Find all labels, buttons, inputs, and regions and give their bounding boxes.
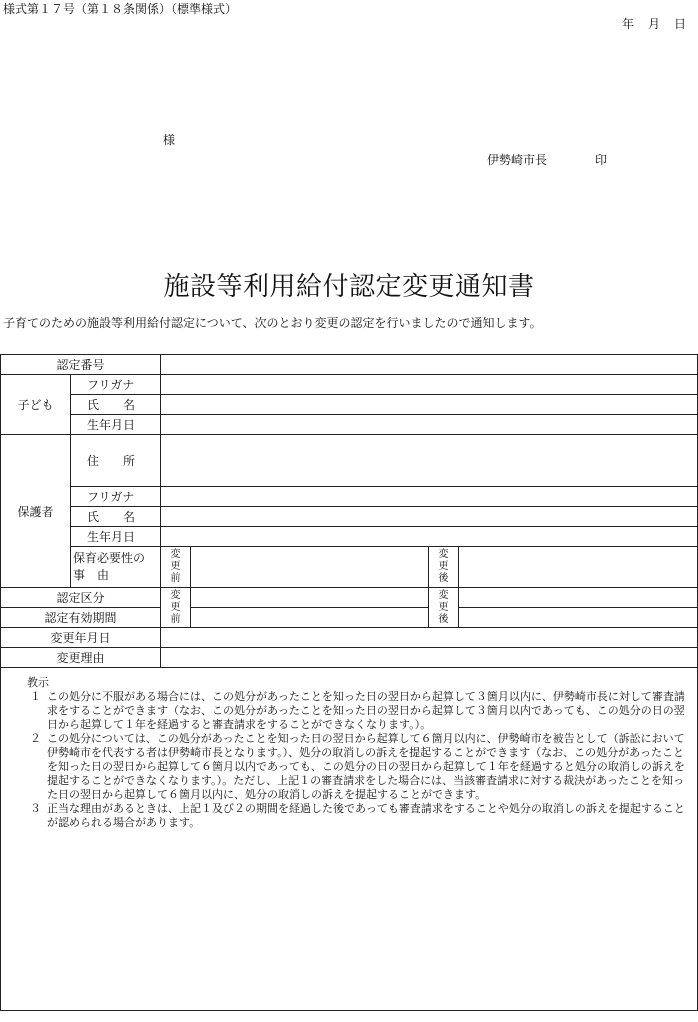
reason-after-label [429, 547, 459, 588]
row-child-furigana [1, 375, 698, 395]
guardian-furigana-label: フリガナ [71, 487, 161, 507]
cert-before-label [161, 588, 191, 628]
issuer [487, 151, 607, 168]
child-furigana-label: フリガナ [71, 375, 161, 395]
child-group-label: 子ども [1, 375, 71, 435]
reason-before-label [161, 547, 191, 588]
document-title: 施設等利用給付認定変更通知書 [163, 272, 535, 302]
row-cert-number [1, 355, 698, 375]
issuer-name: 伊勢崎市長 [487, 153, 548, 167]
before-char: 更 [170, 601, 181, 613]
guardian-group-label: 保護者 [1, 435, 71, 588]
row-guardian-name [1, 507, 698, 527]
note-text: この処分については、この処分があったことを知った日の翌日から起算して６箇月以内に、伊勢崎市を被告として（訴訟において伊勢崎市を代表する者は伊勢崎市長となります。）、処分の取消しの訴えを提起することができます（なお、この処分があったことを知った日の翌日から起算して６箇月以内であっても、この処分の日の翌日から起算して１年を経過すると処分の取消しの訴えを提起することができなくなります。）。ただし、上記１の審査請求をした場合には、当該審査請求に対する裁決があったことを知った日の翌日から起算して６箇月以内に、処分の取消しの訴えを提起することができます。 [47, 732, 685, 801]
after-char: 更 [438, 601, 449, 613]
child-furigana-field[interactable] [161, 375, 698, 395]
note-text: この処分に不服がある場合には、この処分があったことを知った日の翌日から起算して３箇月以内に、伊勢崎市長に対して審査請求をすることができます（なお、この処分があったことを知った日の翌日から起算して３箇月以内であっても、この処分の日の翌日から起算して１年を経過すると審査請求をすることができなくなります。）。 [47, 690, 685, 731]
row-guardian-furigana [1, 487, 698, 507]
notes-heading: 教示 [27, 676, 49, 689]
seal-mark: 印 [595, 153, 608, 167]
note-number: ２ [30, 732, 41, 745]
cert-category-label: 認定区分 [1, 588, 161, 608]
child-birthdate-label: 生年月日 [71, 415, 161, 435]
row-notes [1, 668, 698, 1011]
child-name-label: 氏 名 [71, 395, 161, 415]
cert-number-label: 認定番号 [1, 355, 161, 375]
guardian-address-field[interactable] [161, 435, 698, 487]
note-number: １ [30, 690, 41, 703]
after-char: 後 [438, 573, 449, 584]
childcare-reason-label [71, 547, 161, 588]
note-item [7, 732, 691, 802]
before-char: 前 [170, 573, 181, 584]
note-item [7, 690, 691, 732]
childcare-reason-line1: 保育必要性の [73, 551, 146, 565]
guardian-birthdate-label: 生年月日 [71, 527, 161, 547]
date-year: 年 [622, 17, 635, 31]
cert-period-before-field[interactable] [191, 608, 429, 628]
row-change-date [1, 628, 698, 648]
childcare-reason-line2: 事 由 [73, 568, 110, 582]
change-date-field[interactable] [161, 628, 698, 648]
row-child-birthdate [1, 415, 698, 435]
guardian-furigana-field[interactable] [161, 487, 698, 507]
row-guardian-birthdate [1, 527, 698, 547]
row-child-name [1, 395, 698, 415]
notes-cell [1, 668, 698, 1011]
note-text: 正当な理由があるときは、上記１及び２の期間を経過した後であっても審査請求をすることや処分の取消しの訴えを提起することが認められる場合があります。 [47, 802, 685, 829]
form-table [0, 354, 698, 1011]
before-char: 更 [170, 561, 181, 572]
change-date-label: 変更年月日 [1, 628, 161, 648]
date-month: 月 [648, 17, 661, 31]
guardian-birthdate-field[interactable] [161, 527, 698, 547]
after-char: 更 [438, 561, 449, 572]
row-childcare-reason [1, 547, 698, 588]
cert-period-label: 認定有効期間 [1, 608, 161, 628]
guardian-name-field[interactable] [161, 507, 698, 527]
notes [7, 676, 691, 830]
cert-category-before-field[interactable] [191, 588, 429, 608]
cert-after-label [429, 588, 459, 628]
intro-text: 子育てのための施設等利用給付認定について、次のとおり変更の認定を行いましたので通知します。 [3, 316, 542, 330]
date-day: 日 [674, 17, 687, 31]
after-char: 変 [438, 549, 449, 560]
guardian-name-label: 氏 名 [71, 507, 161, 527]
reason-before-field[interactable] [191, 547, 429, 588]
cert-category-after-field[interactable] [459, 588, 698, 608]
note-number: ３ [30, 802, 41, 815]
child-birthdate-field[interactable] [161, 415, 698, 435]
recipient-suffix: 様 [163, 133, 176, 147]
cert-period-after-field[interactable] [459, 608, 698, 628]
child-name-field[interactable] [161, 395, 698, 415]
form-id: 様式第１７号（第１８条関係）（標準様式） [3, 2, 238, 16]
after-char: 後 [438, 613, 449, 625]
guardian-address-label: 住 所 [71, 435, 161, 487]
reason-after-field[interactable] [459, 547, 698, 588]
before-char: 前 [170, 613, 181, 625]
change-reason-label: 変更理由 [1, 648, 161, 668]
row-cert-category [1, 588, 698, 608]
date-line [622, 15, 686, 32]
row-change-reason [1, 648, 698, 668]
note-item [7, 802, 691, 830]
cert-number-field[interactable] [161, 355, 698, 375]
after-char: 変 [438, 589, 449, 601]
change-reason-field[interactable] [161, 648, 698, 668]
row-guardian-address [1, 435, 698, 487]
before-char: 変 [170, 549, 181, 560]
row-cert-period [1, 608, 698, 628]
before-char: 変 [170, 589, 181, 601]
